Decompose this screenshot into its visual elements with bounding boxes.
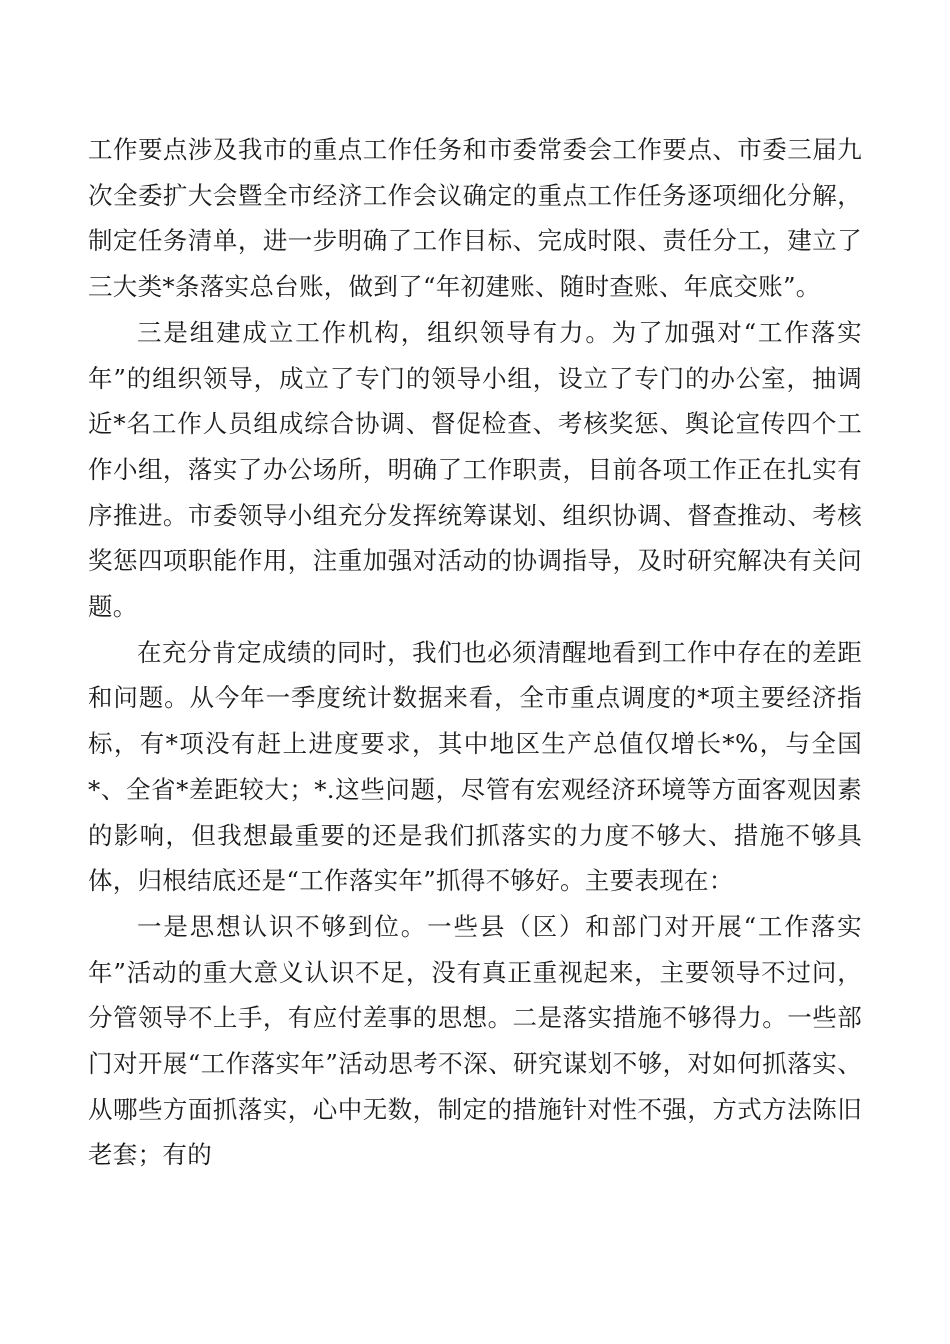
paragraph-2: 三是组建成立工作机构，组织领导有力。为了加强对“工作落实年”的组织领导，成立了专门的领导小组，设立了专门的办公室，抽调近*名工作人员组成综合协调、督促检查、考核奖惩、舆论宣传四个工作小组，落实了办公场所，明确了工作职责，目前各项工作正在扎实有序推进。市委领导小组充分发挥统筹谋划、组织协调、督查推动、考核奖惩四项职能作用，注重加强对活动的协调指导，及时研究解决有关问题。 bbox=[88, 317, 862, 622]
document-body bbox=[88, 127, 862, 1178]
paragraph-4: 一是思想认识不够到位。一些县（区）和部门对开展“工作落实年”活动的重大意义认识不足，没有真正重视起来，主要领导不过问，分管领导不上手，有应付差事的思想。二是落实措施不够得力。一些部门对开展“工作落实年”活动思考不深、研究谋划不够，对如何抓落实、从哪些方面抓落实，心中无数，制定的措施针对性不强，方式方法陈旧老套；有的 bbox=[88, 911, 862, 1170]
paragraph-1: 工作要点涉及我市的重点工作任务和市委常委会工作要点、市委三届九次全委扩大会暨全市经济工作会议确定的重点工作任务逐项细化分解，制定任务清单，进一步明确了工作目标、完成时限、责任分工，建立了三大类*条落实总台账，做到了“年初建账、随时查账、年底交账”。 bbox=[88, 135, 862, 302]
paragraph-3: 在充分肯定成绩的同时，我们也必须清醒地看到工作中存在的差距和问题。从今年一季度统计数据来看，全市重点调度的*项主要经济指标，有*项没有赶上进度要求，其中地区生产总值仅增长*%，与全国*、全省*差距较大；*.这些问题，尽管有宏观经济环境等方面客观因素的影响，但我想最重要的还是我们抓落实的力度不够大、措施不够具体，归根结底还是“工作落实年”抓得不够好。主要表现在： bbox=[88, 637, 862, 896]
